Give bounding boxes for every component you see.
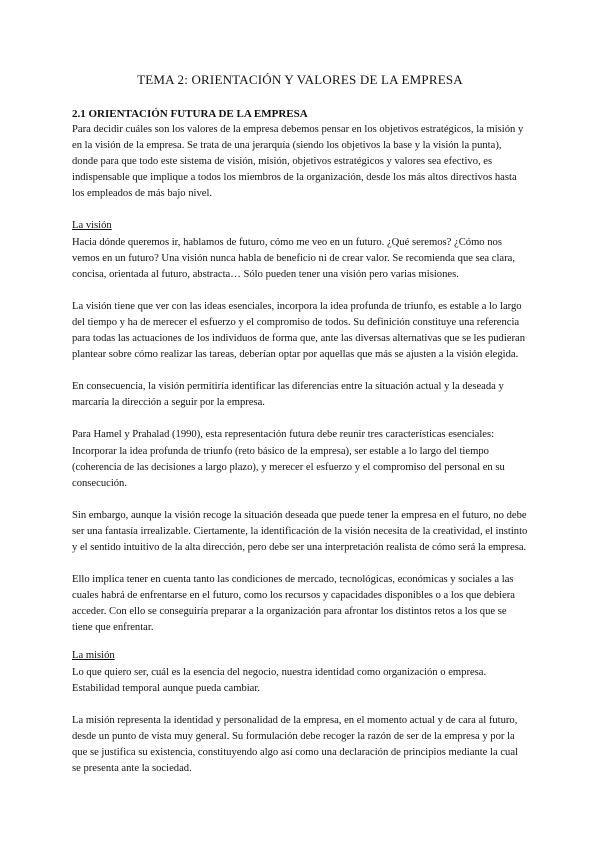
vision-paragraph-6: Ello implica tener en cuenta tanto las condiciones de mercado, tecnológicas, económicas y sociales a las cuales habrá de enfrentarse en el futuro, como los recursos y capacidades disponibles o a los que debiera acceder. Con ello se conseguiría preparar a la organización para afrontar los distintos retos a los que se tiene que enfrentar. (72, 574, 516, 634)
document-title: TEMA 2: ORIENTACIÓN Y VALORES DE LA EMPRESA (137, 72, 463, 87)
mision-paragraph-2: La misión representa la identidad y personalidad de la empresa, en el momento actual y de cara al futuro, desde un punto de vista muy general. Su formulación debe recoger la razón de ser de la empresa y por la que se justifica su existencia, constituyendo algo así como una declaración de principios mediante la cual se presenta ante la sociedad. (72, 714, 518, 774)
mision-paragraph-1: Lo que quiero ser, cuál es la esencia del negocio, nuestra identidad como organización o empresa. Estabilidad temporal aunque pueda cambiar. (72, 666, 487, 694)
vision-heading: La visión (72, 220, 112, 232)
section-heading: 2.1 ORIENTACIÓN FUTURA DE LA EMPRESA (72, 108, 308, 120)
vision-paragraph-1: Hacia dónde queremos ir, hablamos de futuro, cómo me veo en un futuro. ¿Qué seremos? ¿Cómo nos vemos en un futuro? Una visión nunca habla de beneficio ni de crear valor. Se recomienda que sea clara, concisa, orientada al futuro, abstracta… Sólo pueden tener una visión pero varias misiones. (72, 236, 515, 280)
vision-paragraph-2: La visión tiene que ver con las ideas esenciales, incorpora la idea profunda de triunfo, es estable a lo largo del tiempo y ha de merecer el esfuerzo y el compromiso de todos. Su definición constituye una referencia para todas las actuaciones de los individuos de forma que, ante las diversas alternativas que se les pudieran plantear sobre cómo realizar las tareas, deberían optar por aquellas que más se ajusten a la visión elegida. (72, 300, 526, 361)
section-intro-paragraph: Para decidir cuáles son los valores de la empresa debemos pensar en los objetivos estratégicos, la misión y en la visión de la empresa. Se trata de una jerarquía (siendo los objetivos la base y la visión la punta), donde para que todo este sistema de visión, misión, objetivos estratégicos y valores sea efectivo, es indispensable que implique a todos los miembros de la organización, desde los más altos directivos hasta los empleados de más bajo nivel. (72, 124, 524, 200)
vision-paragraph-3: En consecuencia, la visión permitiría identificar las diferencias entre la situación actual y la deseada y marcaría la dirección a seguir por la empresa. (72, 381, 504, 409)
vision-paragraph-4: Para Hamel y Prahalad (1990), esta representación futura debe reunir tres características esenciales: Incorporar la idea profunda de triunfo (reto básico de la empresa), ser estable a lo largo del tiempo (coherencia de las decisiones a largo plazo), y merecer el esfuerzo y el compromiso del personal en su consecución. (72, 429, 505, 489)
mision-heading: La misión (72, 650, 115, 662)
vision-paragraph-5: Sin embargo, aunque la visión recoge la situación deseada que puede tener la empresa en el futuro, no debe ser una fantasía irrealizable. Ciertamente, la identificación de la visión necesita de la creatividad, el instinto y el sentido intuitivo de la alta dirección, pero debe ser una interpretación realista de cómo será la empresa. (72, 509, 528, 553)
